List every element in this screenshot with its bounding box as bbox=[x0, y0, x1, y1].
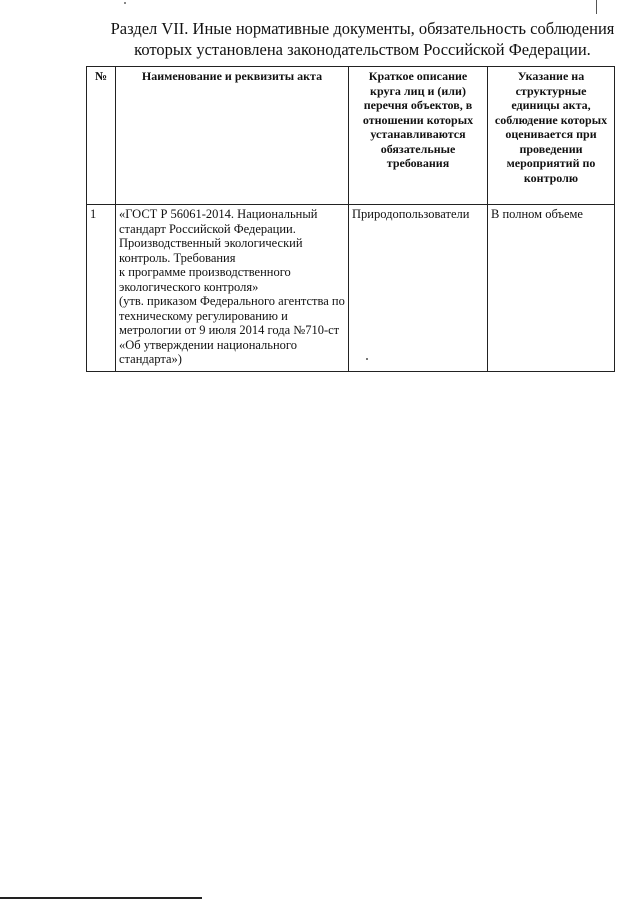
scan-artifact-line bbox=[596, 0, 597, 14]
cell-act: «ГОСТ Р 56061-2014. Национальный стандарт Российской Федерации. Производственный экологический контроль. Требования к программе производственного экологического контроля» (утв. приказом Федерального агентства по техническому регулированию и метрологии от 9 июля 2014 года №710-ст «Об утверждении национального стандарта») bbox=[116, 205, 349, 372]
header-number: № bbox=[87, 67, 116, 205]
header-act-name: Наименование и реквизиты акта bbox=[116, 67, 349, 205]
cell-subjects: Природопользователи bbox=[349, 205, 488, 372]
scan-artifact-dot bbox=[366, 358, 368, 360]
header-scope: Указание на структурные единицы акта, соблюдение которых оценивается при проведении мероприятий по контролю bbox=[488, 67, 615, 205]
table-row bbox=[87, 205, 615, 372]
header-subjects: Краткое описание круга лиц и (или) перечня объектов, в отношении которых устанавливаются обязательные требования bbox=[349, 67, 488, 205]
section-heading: Раздел VII. Иные нормативные документы, обязательность соблюдения которых установлена законодательством Российской Федерации. bbox=[110, 19, 615, 59]
footer-rule bbox=[0, 897, 202, 899]
acts-table bbox=[86, 66, 615, 372]
cell-number: 1 bbox=[87, 205, 116, 372]
scan-artifact-dot bbox=[124, 2, 126, 4]
cell-scope: В полном объеме bbox=[488, 205, 615, 372]
table-header-row bbox=[87, 67, 615, 205]
